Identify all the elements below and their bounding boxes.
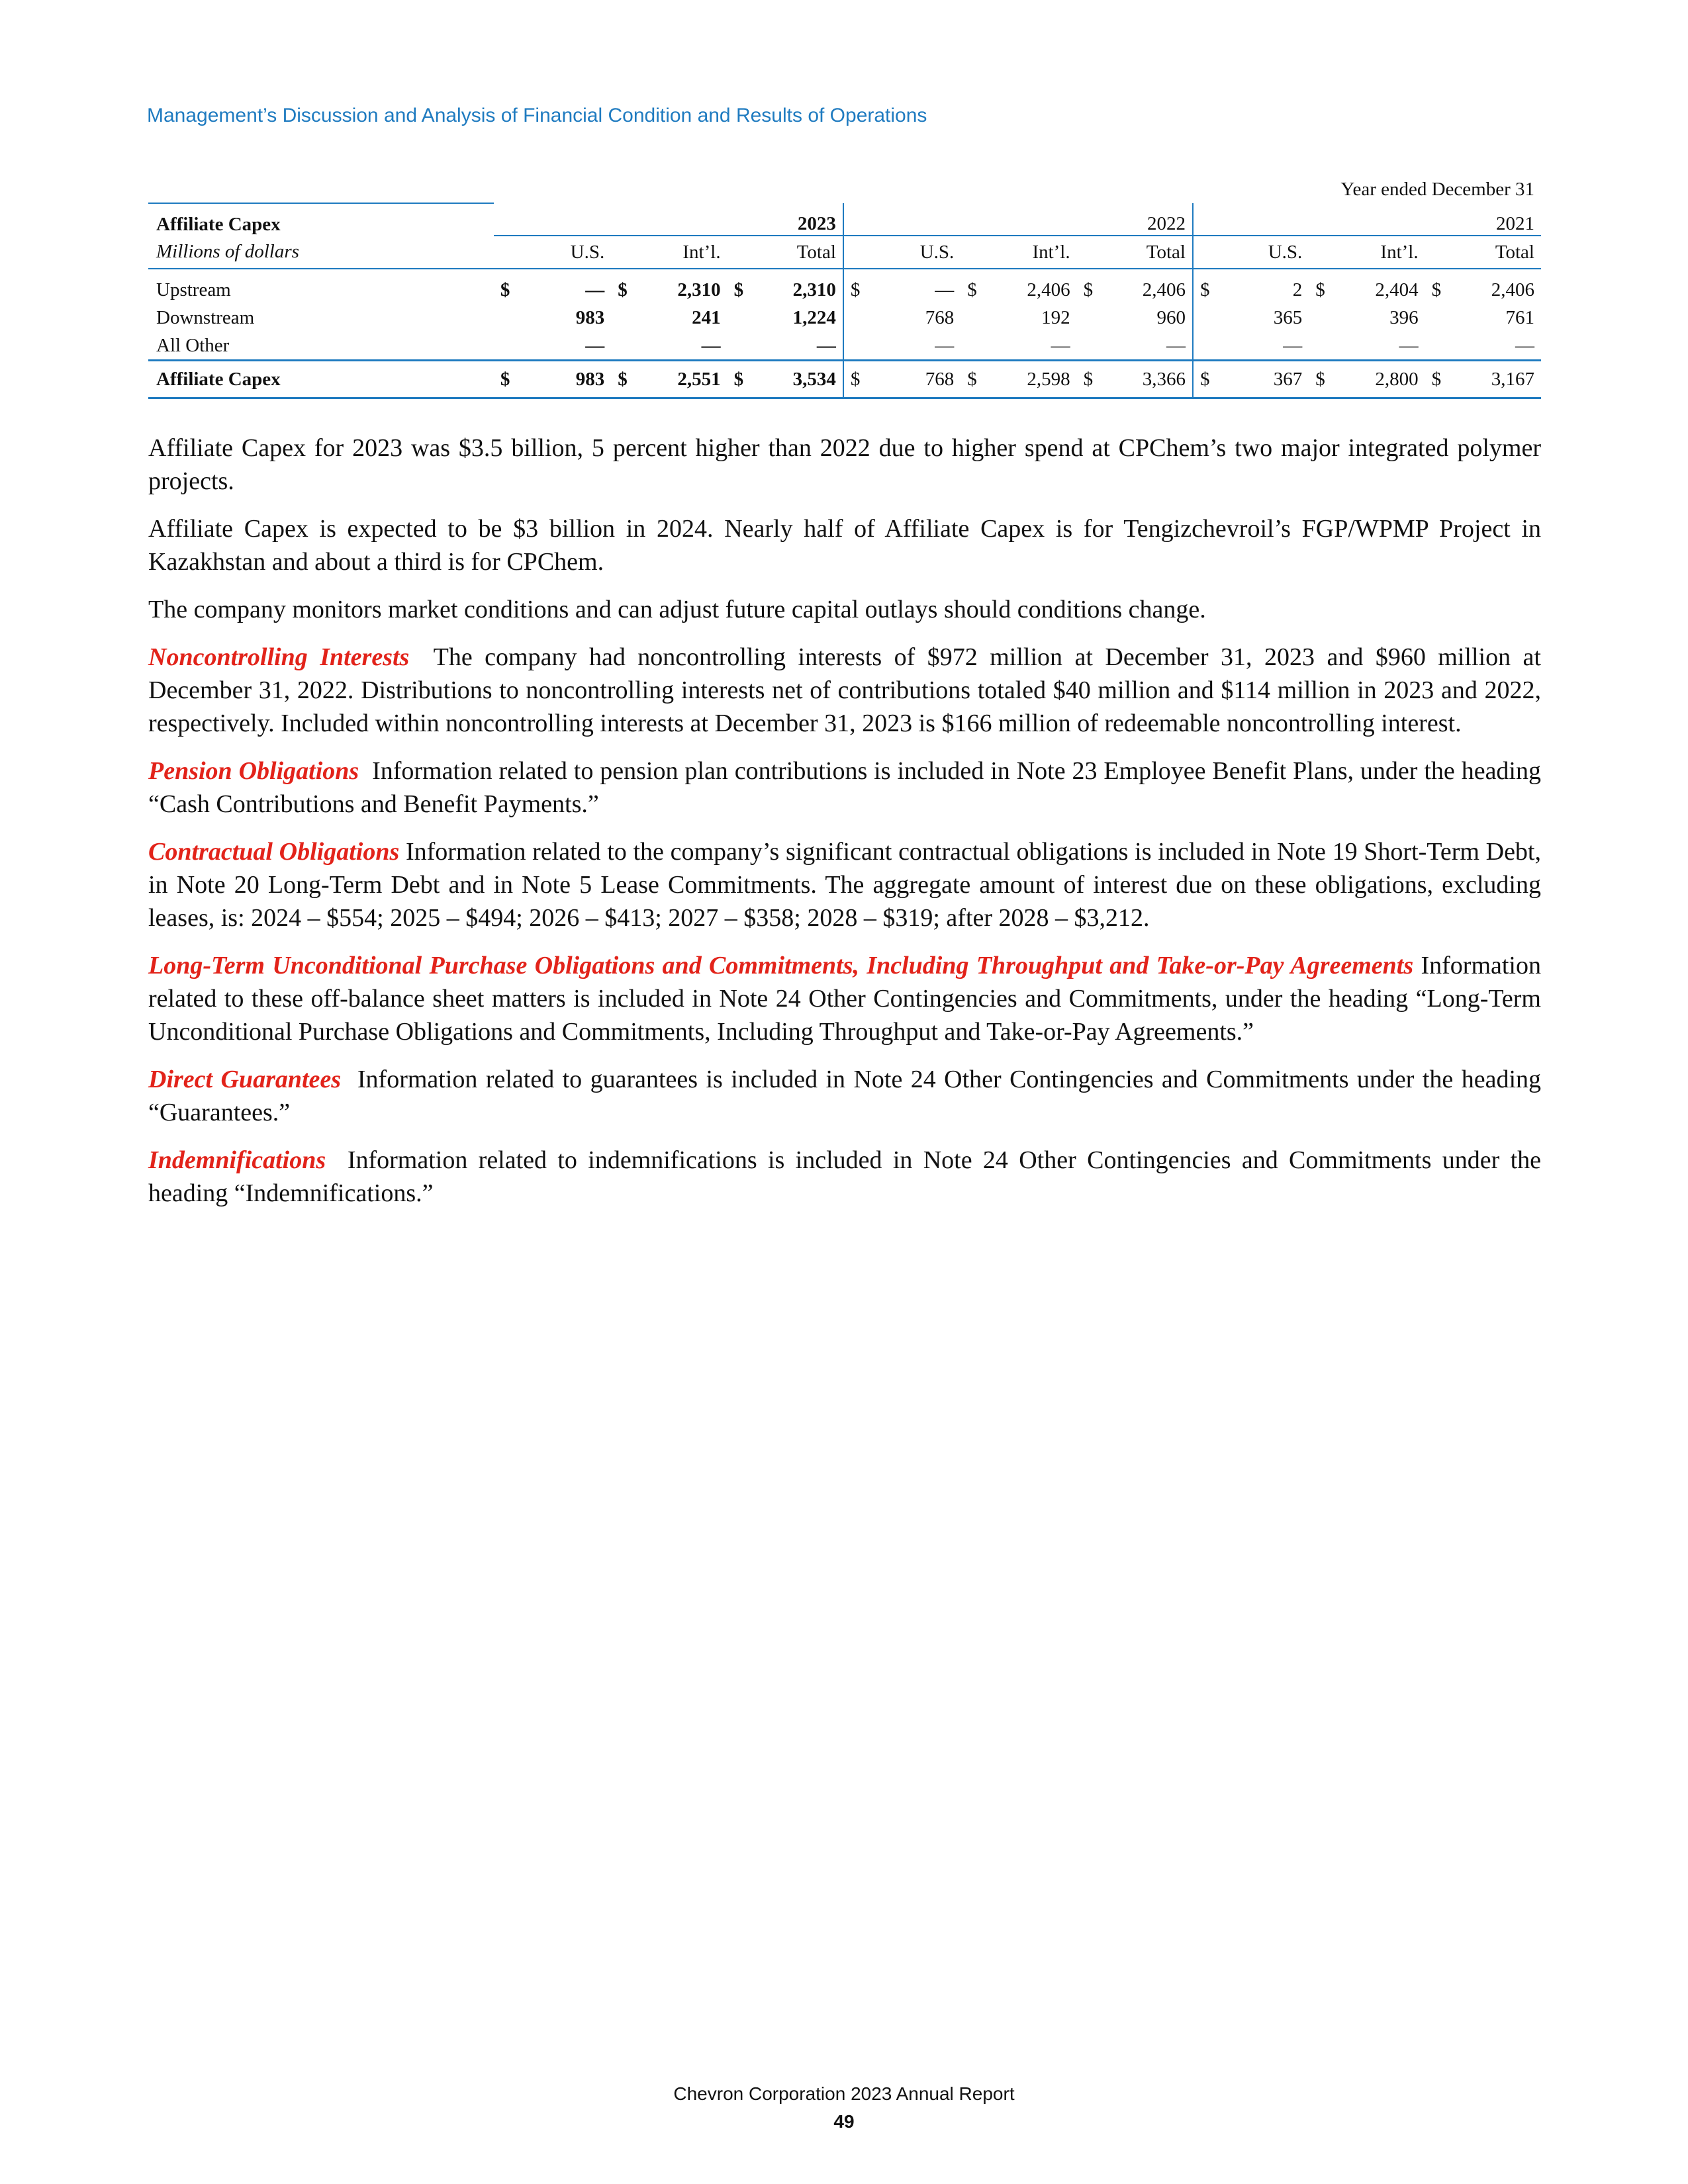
heading-long-term-obligations: Long-Term Unconditional Purchase Obligations and Commitments, Including Throughput and Take-or-Pay Agreements [148, 952, 1414, 979]
cell-dollar: $ [727, 361, 744, 398]
cell-value: 1,224 [743, 304, 843, 332]
col-header-us-2021: U.S. [1209, 236, 1309, 269]
col-header-intl-2022: Int’l. [977, 236, 1077, 269]
cell-dollar: $ [1199, 279, 1210, 300]
total-label: Affiliate Capex [148, 361, 494, 398]
body-direct-guarantees: Information related to guarantees is included in Note 24 Other Contingencies and Commitments under the heading “Guarantees.” [148, 1066, 1541, 1126]
cell-value: — [510, 332, 612, 361]
row-label: Downstream [156, 306, 255, 328]
cell-value: 3,167 [1441, 361, 1541, 398]
cell-dollar: $ [1425, 361, 1442, 398]
cell-value: 3,534 [743, 361, 843, 398]
paragraph-noncontrolling-interests [148, 641, 1541, 740]
col-header-us-2023: U.S. [510, 236, 612, 269]
cell-value: — [628, 332, 727, 361]
cell-dollar [961, 332, 977, 361]
cell-dollar: $ [1193, 361, 1209, 398]
cell-value: 241 [692, 306, 721, 328]
cell-dollar [1425, 304, 1442, 332]
cell-dollar [1193, 304, 1209, 332]
paragraph-pension-obligations [148, 754, 1541, 821]
cell-dollar [1425, 332, 1442, 361]
cell-value: 2,598 [977, 361, 1077, 398]
cell-dollar [843, 304, 860, 332]
col-header-intl-2021: Int’l. [1325, 236, 1425, 269]
cell-dollar: $ [1315, 279, 1325, 300]
table-row-total [148, 361, 1541, 398]
affiliate-capex-table-section [148, 176, 1541, 399]
heading-noncontrolling-interests: Noncontrolling Interests [148, 643, 410, 671]
cell-dollar: $ [618, 279, 628, 300]
page-header: Management’s Discussion and Analysis of Financial Condition and Results of Operations [147, 105, 927, 126]
cell-value: 768 [925, 306, 955, 328]
cell-dollar: $ [843, 361, 860, 398]
table-units: Millions of dollars [148, 236, 494, 269]
cell-value: 2 [1292, 279, 1303, 300]
cell-dollar: $ [967, 279, 977, 300]
cell-dollar: $ [961, 361, 977, 398]
affiliate-capex-table [148, 203, 1541, 399]
cell-value: 2,404 [1375, 279, 1419, 300]
cell-value: — [1209, 332, 1309, 361]
cell-dollar [961, 304, 977, 332]
cell-value: 2,800 [1325, 361, 1425, 398]
footer-report-name: Chevron Corporation 2023 Annual Report [673, 2083, 1015, 2104]
heading-contractual-obligations: Contractual Obligations [148, 838, 400, 866]
cell-dollar [1309, 304, 1325, 332]
cell-value: — [935, 279, 955, 300]
paragraph-direct-guarantees [148, 1063, 1541, 1129]
year-header-2023: 2023 [743, 203, 843, 236]
cell-dollar [1077, 304, 1094, 332]
cell-value: — [1325, 332, 1425, 361]
cell-dollar [1309, 332, 1325, 361]
cell-value: 367 [1209, 361, 1309, 398]
cell-value: 396 [1389, 306, 1419, 328]
paragraph-contractual-obligations [148, 835, 1541, 934]
cell-value: 3,366 [1093, 361, 1193, 398]
cell-value: 2,310 [743, 269, 843, 304]
cell-value: — [860, 332, 961, 361]
cell-dollar [727, 332, 744, 361]
body-indemnifications: Information related to indemnifications is included in Note 24 Other Contingencies and Commitments under the heading “Indemnifications.” [148, 1146, 1542, 1207]
cell-value: 983 [575, 306, 605, 328]
year-header-2022: 2022 [1093, 203, 1193, 236]
cell-value: 2,406 [1027, 279, 1070, 300]
cell-dollar [843, 332, 860, 361]
paragraph-indemnifications [148, 1144, 1541, 1210]
heading-direct-guarantees: Direct Guarantees [148, 1066, 342, 1093]
cell-dollar: $ [733, 279, 744, 300]
cell-dollar: $ [1083, 279, 1094, 300]
col-header-intl-2023: Int’l. [628, 236, 727, 269]
heading-indemnifications: Indemnifications [148, 1146, 326, 1174]
cell-dollar: $ [500, 279, 510, 300]
cell-value: — [585, 279, 605, 300]
cell-value: 2,551 [628, 361, 727, 398]
col-header-total-2022: Total [1093, 236, 1193, 269]
row-label: All Other [148, 332, 494, 361]
table-column-header-row [148, 236, 1541, 269]
cell-value: — [743, 332, 843, 361]
cell-value: — [1441, 332, 1541, 361]
cell-dollar: $ [1077, 361, 1094, 398]
cell-value: 365 [1273, 306, 1303, 328]
cell-dollar: $ [611, 361, 628, 398]
paragraph-long-term-obligations [148, 949, 1541, 1048]
cell-dollar: $ [1431, 279, 1442, 300]
year-header-2021: 2021 [1496, 213, 1534, 234]
table-row-upstream [148, 269, 1541, 304]
cell-dollar [611, 304, 628, 332]
col-header-us-2022: U.S. [860, 236, 961, 269]
body-noncontrolling-interests: The company had noncontrolling interests of $972 million at December 31, 2023 and $960 million at December 31, 2022. Distributions to noncontrolling interests net of contributions totaled $40 million and $114 million in 2023 and 2022, respectively. Included within noncontrolling interests at December 31, 2023 is $166 million of redeemable noncontrolling interest. [148, 643, 1541, 737]
cell-dollar [611, 332, 628, 361]
paragraph-monitoring: The company monitors market conditions and can adjust future capital outlays should conditions change. [148, 596, 1206, 623]
body-pension-obligations: Information related to pension plan contributions is included in Note 23 Employee Benefit Plans, under the heading “Cash Contributions and Benefit Payments.” [148, 757, 1541, 818]
table-title: Affiliate Capex [148, 203, 494, 236]
cell-value: 2,406 [1093, 269, 1193, 304]
cell-dollar: $ [494, 361, 510, 398]
cell-dollar [494, 304, 510, 332]
cell-value: 192 [1041, 306, 1070, 328]
cell-value: 983 [510, 361, 612, 398]
row-label: Upstream [156, 279, 231, 300]
col-header-total-2021: Total [1441, 236, 1541, 269]
paragraph-capex-2023: Affiliate Capex for 2023 was $3.5 billion, 5 percent higher than 2022 due to higher spend at CPChem’s two major integrated polymer projects. [148, 434, 1541, 495]
body-text [148, 432, 1541, 1224]
table-row-all-other [148, 332, 1541, 361]
paragraph-capex-2024: Affiliate Capex is expected to be $3 billion in 2024. Nearly half of Affiliate Capex is for Tengizchevroil’s FGP/WPMP Project in Kazakhstan and about a third is for CPChem. [148, 515, 1541, 576]
cell-value: 768 [860, 361, 961, 398]
cell-dollar: $ [1309, 361, 1325, 398]
cell-value: — [1093, 332, 1193, 361]
cell-dollar [727, 304, 744, 332]
cell-dollar [1077, 332, 1094, 361]
cell-dollar: $ [850, 279, 861, 300]
footer-page-number: 49 [833, 2111, 855, 2132]
body-contractual-obligations: Information related to the company’s significant contractual obligations is included in Note 19 Short-Term Debt, in Note 20 Long-Term Debt and in Note 5 Lease Commitments. The aggregate amount of interest due on these obligations, excluding leases, is: 2024 – $554; 2025 – $494; 2026 – $413; 2027 – $358; 2028 – $319; after 2028 – $3,212. [148, 838, 1541, 932]
cell-dollar [1193, 332, 1209, 361]
cell-dollar [494, 332, 510, 361]
heading-pension-obligations: Pension Obligations [148, 757, 359, 785]
table-row-downstream [148, 304, 1541, 332]
cell-value: 960 [1093, 304, 1193, 332]
cell-value: 2,406 [1491, 279, 1534, 300]
cell-value: 2,310 [677, 279, 721, 300]
cell-value: — [977, 332, 1077, 361]
year-caption: Year ended December 31 [1340, 179, 1534, 200]
col-header-total-2023: Total [743, 236, 843, 269]
body-long-term-obligations: Information related to these off-balance sheet matters is included in Note 24 Other Contingencies and Commitments, under the heading “Long-Term Unconditional Purchase Obligations and Commitments, Including Throughput and Take-or-Pay Agreements.” [148, 952, 1541, 1046]
cell-value: 761 [1505, 306, 1534, 328]
table-year-row [148, 203, 1541, 236]
